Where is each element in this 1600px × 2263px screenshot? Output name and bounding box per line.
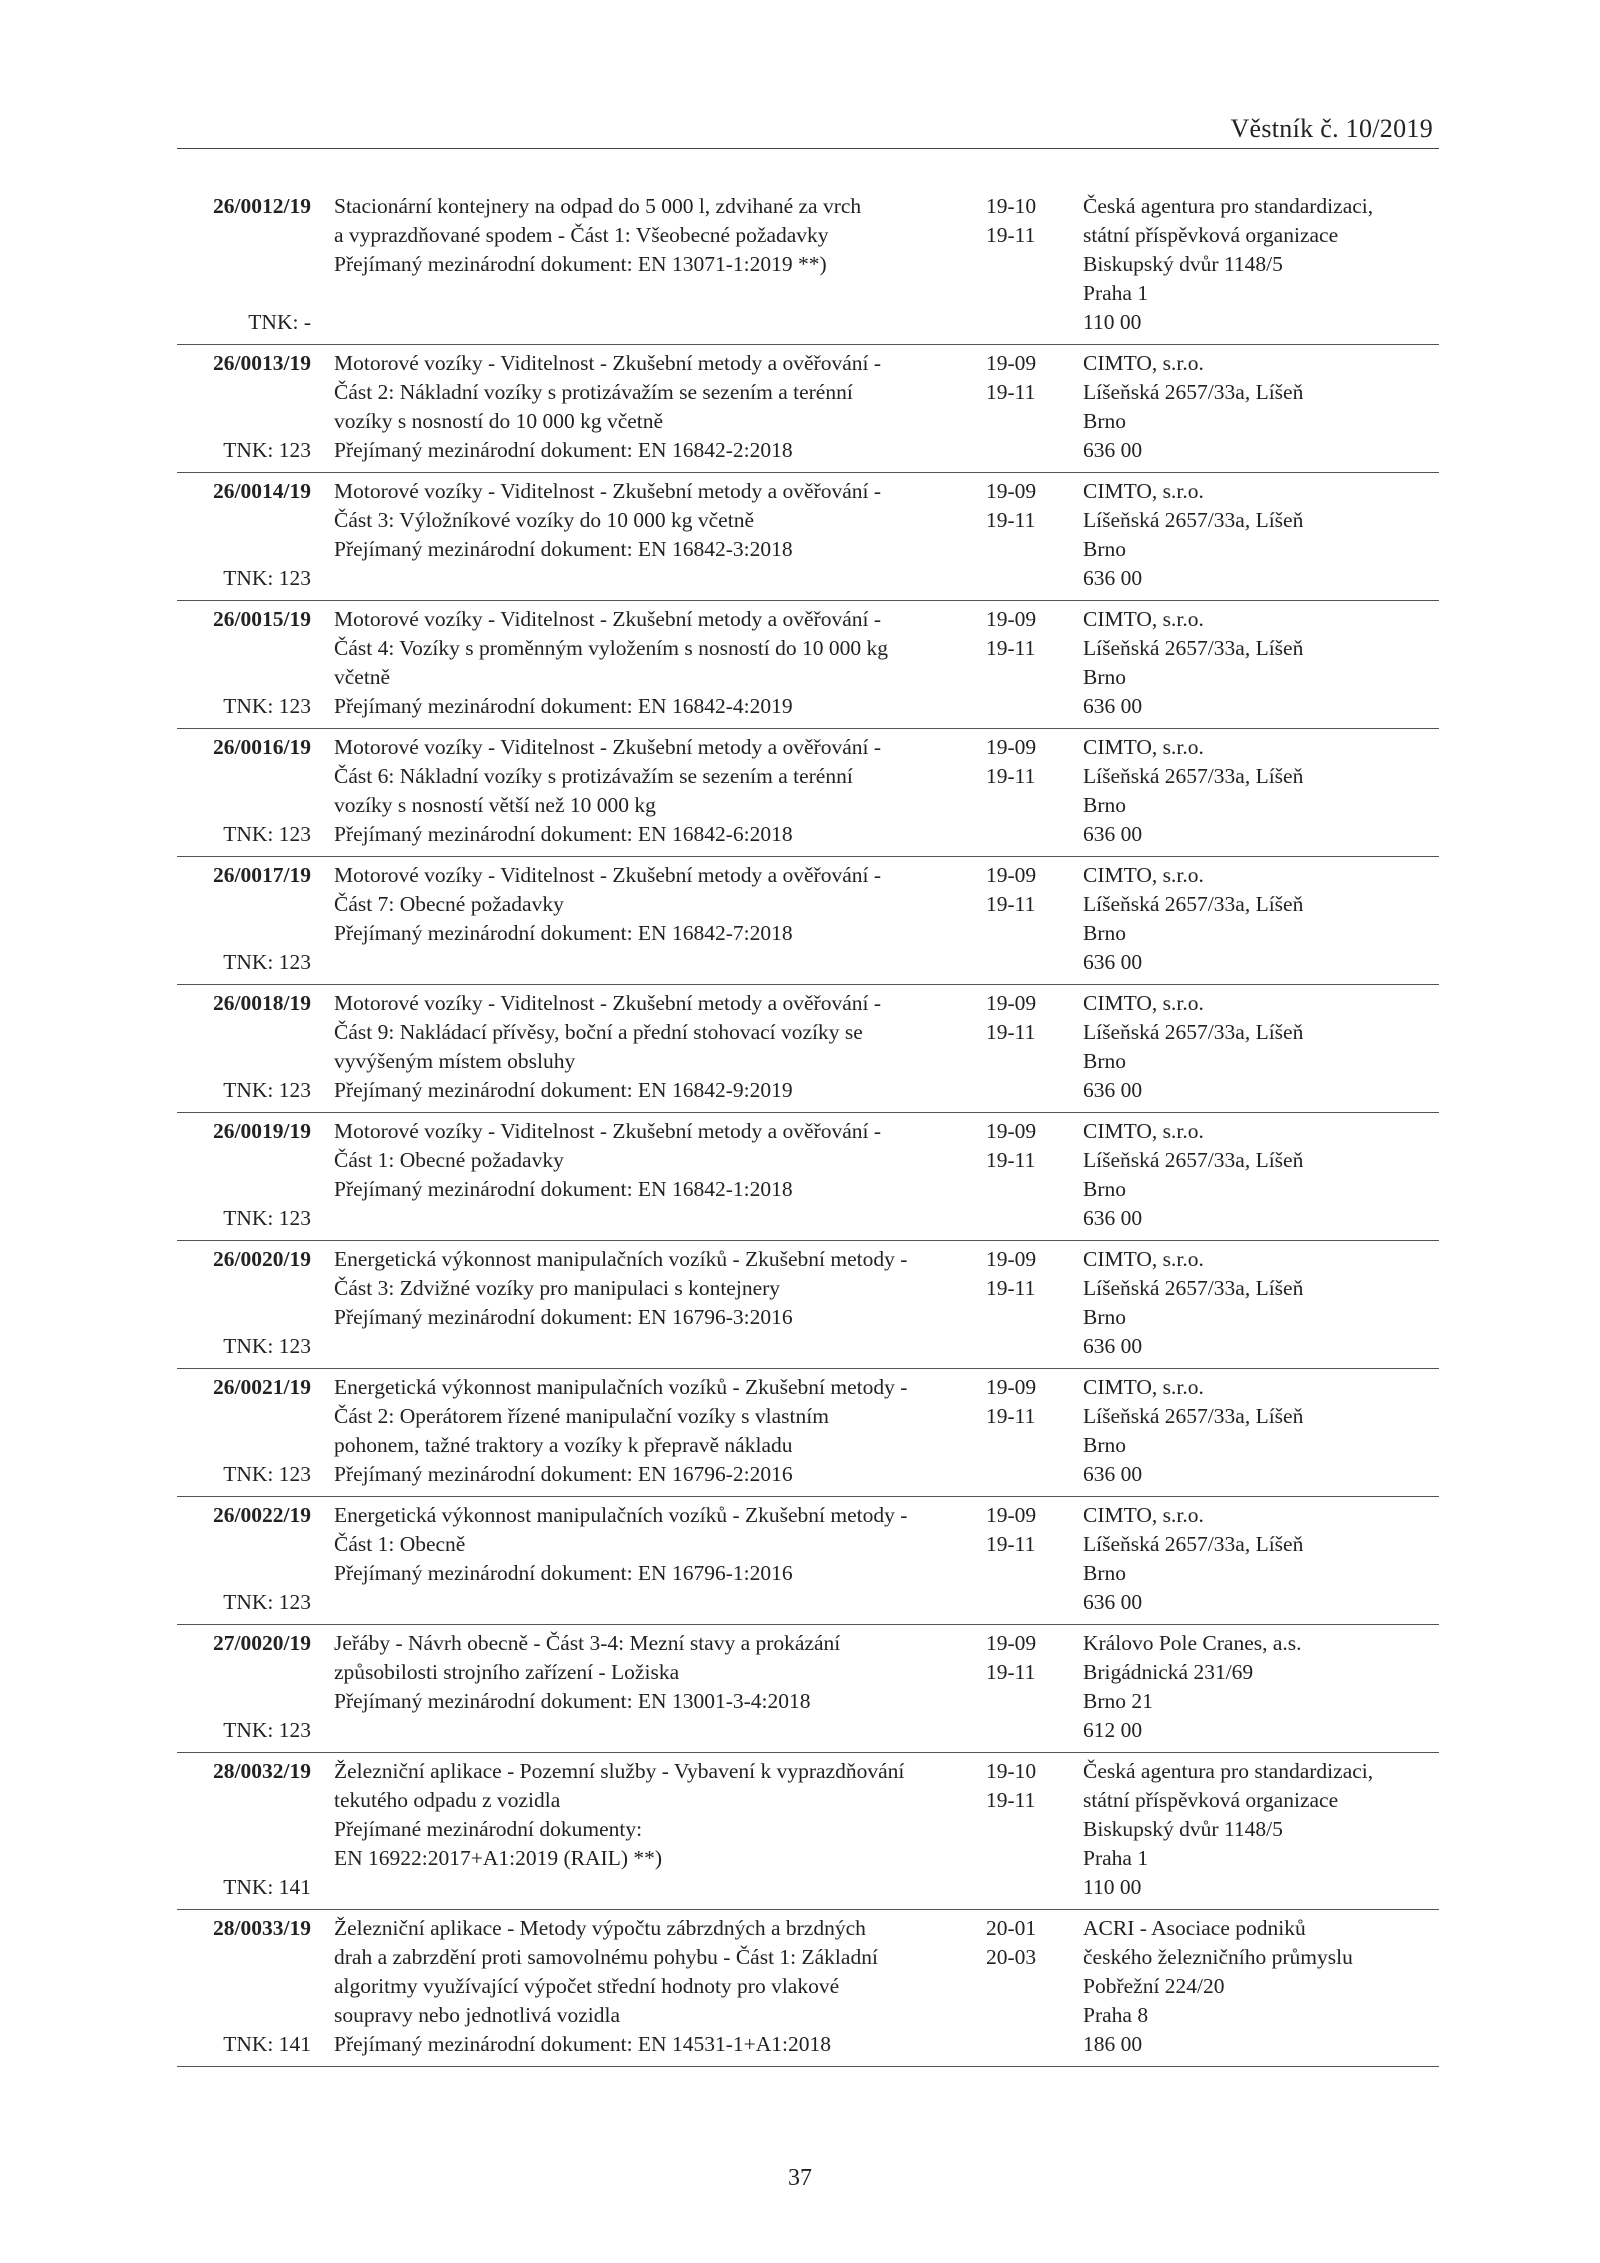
address-line: Líšeňská 2657/33a, Líšeň — [1083, 1148, 1304, 1172]
standard-code: 28/0032/19 — [213, 1759, 311, 1783]
entry-code-column — [177, 1373, 311, 1489]
entry-dates — [972, 1117, 1083, 1233]
tnk-label: TNK: 123 — [223, 1718, 311, 1742]
description-line: vozíky s nosností do 10 000 kg včetně — [334, 409, 664, 433]
description-line: vyvýšeným místem obsluhy — [334, 1049, 576, 1073]
standard-code: 26/0014/19 — [213, 479, 311, 503]
address-line: Líšeňská 2657/33a, Líšeň — [1083, 1404, 1304, 1428]
description-line: Motorové vozíky - Viditelnost - Zkušební metody a ověřování - — [334, 607, 882, 631]
address-line: 186 00 — [1083, 2032, 1143, 2056]
tnk-label: TNK: 123 — [223, 1078, 311, 1102]
description-line: EN 16922:2017+A1:2019 (RAIL) **) — [334, 1846, 663, 1870]
standard-description — [311, 1501, 972, 1617]
tnk-label: TNK: 123 — [223, 438, 311, 462]
address-line: CIMTO, s.r.o. — [1083, 607, 1204, 631]
description-line: Přejímaný mezinárodní dokument: EN 16796-1:2016 — [334, 1561, 793, 1585]
description-line: drah a zabrzdění proti samovolnému pohybu - Část 1: Základní — [334, 1945, 878, 1969]
entry-code-column — [177, 861, 311, 977]
address-line: 636 00 — [1083, 694, 1143, 718]
description-line: Motorové vozíky - Viditelnost - Zkušební metody a ověřování - — [334, 351, 882, 375]
entry-code-column — [177, 733, 311, 849]
standard-description — [311, 1757, 972, 1902]
tnk-label: TNK: 123 — [223, 950, 311, 974]
address-line: Praha 8 — [1083, 2003, 1149, 2027]
address-line: Brno — [1083, 1433, 1126, 1457]
description-line: Část 6: Nákladní vozíky s protizávažím se sezením a terénní — [334, 764, 853, 788]
description-line: soupravy nebo jednotlivá vozidla — [334, 2003, 620, 2027]
description-line: Část 2: Operátorem řízené manipulační vozíky s vlastním — [334, 1404, 829, 1428]
tnk-label: TNK: 141 — [223, 2032, 311, 2056]
address-line: CIMTO, s.r.o. — [1083, 479, 1204, 503]
description-line: Přejímaný mezinárodní dokument: EN 16842-3:2018 — [334, 537, 793, 561]
date-value: 19-09 — [986, 1119, 1037, 1143]
standard-description — [311, 1245, 972, 1361]
description-line: Motorové vozíky - Viditelnost - Zkušební metody a ověřování - — [334, 863, 882, 887]
description-line: Část 7: Obecné požadavky — [334, 892, 564, 916]
standard-description — [311, 1117, 972, 1233]
description-line: včetně — [334, 665, 391, 689]
date-value: 19-11 — [986, 223, 1036, 247]
entry-dates — [972, 1373, 1083, 1489]
address-line: státní příspěvková organizace — [1083, 1788, 1339, 1812]
description-line: Přejímaný mezinárodní dokument: EN 16842-4:2019 — [334, 694, 793, 718]
standard-description — [311, 192, 972, 337]
entry-dates — [972, 349, 1083, 465]
standard-entry — [177, 857, 1439, 985]
date-value: 19-11 — [986, 892, 1036, 916]
date-value: 19-09 — [986, 863, 1037, 887]
standard-entry — [177, 1369, 1439, 1497]
date-value: 19-09 — [986, 1503, 1037, 1527]
date-value: 19-09 — [986, 479, 1037, 503]
standards-list — [177, 188, 1439, 2067]
address-line: Líšeňská 2657/33a, Líšeň — [1083, 380, 1304, 404]
address-line: CIMTO, s.r.o. — [1083, 1247, 1204, 1271]
entry-dates — [972, 861, 1083, 977]
date-value: 19-09 — [986, 1631, 1037, 1655]
description-line: Přejímaný mezinárodní dokument: EN 16796-2:2016 — [334, 1462, 793, 1486]
description-line: Motorové vozíky - Viditelnost - Zkušební metody a ověřování - — [334, 1119, 882, 1143]
standard-code: 27/0020/19 — [213, 1631, 311, 1655]
description-line: Část 9: Nakládací přívěsy, boční a přední stohovací vozíky se — [334, 1020, 863, 1044]
address-line: 636 00 — [1083, 822, 1143, 846]
address-line: českého železničního průmyslu — [1083, 1945, 1353, 1969]
description-line: Motorové vozíky - Viditelnost - Zkušební metody a ověřování - — [334, 735, 882, 759]
entry-code-column — [177, 1757, 311, 1902]
date-value: 20-01 — [986, 1916, 1037, 1940]
entry-code-column — [177, 1501, 311, 1617]
processor-address — [1083, 1914, 1439, 2059]
entry-code-column — [177, 605, 311, 721]
address-line: Brno — [1083, 921, 1126, 945]
entry-code-column — [177, 1245, 311, 1361]
address-line: Brno — [1083, 537, 1126, 561]
date-value: 19-11 — [986, 1276, 1036, 1300]
address-line: Brno — [1083, 1177, 1126, 1201]
entry-dates — [972, 605, 1083, 721]
address-line: Brno — [1083, 1305, 1126, 1329]
address-line: 636 00 — [1083, 1206, 1143, 1230]
standard-entry — [177, 1625, 1439, 1753]
description-line: Přejímaný mezinárodní dokument: EN 13001-3-4:2018 — [334, 1689, 811, 1713]
address-line: Líšeňská 2657/33a, Líšeň — [1083, 636, 1304, 660]
address-line: 636 00 — [1083, 950, 1143, 974]
description-line: Stacionární kontejnery na odpad do 5 000 l, zdvihané za vrch — [334, 194, 862, 218]
standard-description — [311, 1629, 972, 1745]
standard-description — [311, 989, 972, 1105]
standard-entry — [177, 1910, 1439, 2067]
date-value: 19-09 — [986, 991, 1037, 1015]
address-line: 612 00 — [1083, 1718, 1143, 1742]
address-line: Brigádnická 231/69 — [1083, 1660, 1254, 1684]
standard-code: 28/0033/19 — [213, 1916, 311, 1940]
address-line: Líšeňská 2657/33a, Líšeň — [1083, 1020, 1304, 1044]
processor-address — [1083, 989, 1439, 1105]
processor-address — [1083, 1501, 1439, 1617]
standard-entry — [177, 188, 1439, 345]
description-line: Jeřáby - Návrh obecně - Část 3-4: Mezní stavy a prokázání — [334, 1631, 841, 1655]
standard-description — [311, 861, 972, 977]
standard-code: 26/0020/19 — [213, 1247, 311, 1271]
address-line: CIMTO, s.r.o. — [1083, 1375, 1204, 1399]
description-line: způsobilosti strojního zařízení - Ložiska — [334, 1660, 680, 1684]
date-value: 20-03 — [986, 1945, 1037, 1969]
standard-code: 26/0012/19 — [213, 194, 311, 218]
date-value: 19-11 — [986, 1532, 1036, 1556]
address-line: 110 00 — [1083, 1875, 1142, 1899]
entry-dates — [972, 477, 1083, 593]
standard-code: 26/0016/19 — [213, 735, 311, 759]
address-line: 636 00 — [1083, 1462, 1143, 1486]
description-line: Přejímaný mezinárodní dokument: EN 13071-1:2019 **) — [334, 252, 827, 276]
standard-code: 26/0015/19 — [213, 607, 311, 631]
page-header — [177, 108, 1439, 149]
date-value: 19-09 — [986, 735, 1037, 759]
processor-address — [1083, 861, 1439, 977]
address-line: Líšeňská 2657/33a, Líšeň — [1083, 1532, 1304, 1556]
tnk-label: TNK: 123 — [223, 1334, 311, 1358]
date-value: 19-11 — [986, 1404, 1036, 1428]
address-line: Líšeňská 2657/33a, Líšeň — [1083, 1276, 1304, 1300]
address-line: 636 00 — [1083, 566, 1143, 590]
entry-dates — [972, 1501, 1083, 1617]
address-line: 636 00 — [1083, 1078, 1143, 1102]
description-line: Přejímaný mezinárodní dokument: EN 16842-9:2019 — [334, 1078, 793, 1102]
processor-address — [1083, 477, 1439, 593]
description-line: Přejímaný mezinárodní dokument: EN 16842-2:2018 — [334, 438, 793, 462]
standard-entry — [177, 1753, 1439, 1910]
standard-description — [311, 349, 972, 465]
description-line: Motorové vozíky - Viditelnost - Zkušební metody a ověřování - — [334, 991, 882, 1015]
description-line: Motorové vozíky - Viditelnost - Zkušební metody a ověřování - — [334, 479, 882, 503]
tnk-label: TNK: - — [248, 310, 311, 334]
standard-entry — [177, 473, 1439, 601]
processor-address — [1083, 192, 1439, 337]
description-line: Energetická výkonnost manipulačních vozíků - Zkušební metody - — [334, 1375, 908, 1399]
address-line: CIMTO, s.r.o. — [1083, 1503, 1204, 1527]
entry-dates — [972, 1629, 1083, 1745]
standard-entry — [177, 1241, 1439, 1369]
description-line: Přejímané mezinárodní dokumenty: — [334, 1817, 643, 1841]
standard-description — [311, 477, 972, 593]
date-value: 19-11 — [986, 1020, 1036, 1044]
processor-address — [1083, 1629, 1439, 1745]
address-line: CIMTO, s.r.o. — [1083, 991, 1204, 1015]
address-line: Praha 1 — [1083, 281, 1149, 305]
description-line: Část 3: Výložníkové vozíky do 10 000 kg včetně — [334, 508, 754, 532]
entry-dates — [972, 989, 1083, 1105]
date-value: 19-10 — [986, 194, 1037, 218]
description-line: Část 3: Zdvižné vozíky pro manipulaci s kontejnery — [334, 1276, 781, 1300]
address-line: Brno — [1083, 665, 1126, 689]
standard-code: 26/0022/19 — [213, 1503, 311, 1527]
processor-address — [1083, 1373, 1439, 1489]
standard-code: 26/0018/19 — [213, 991, 311, 1015]
standard-entry — [177, 729, 1439, 857]
page-number: 37 — [788, 2165, 812, 2191]
date-value: 19-11 — [986, 636, 1036, 660]
entry-code-column — [177, 349, 311, 465]
standard-entry — [177, 601, 1439, 729]
address-line: 636 00 — [1083, 1590, 1143, 1614]
standard-code: 26/0019/19 — [213, 1119, 311, 1143]
description-line: algoritmy využívající výpočet střední hodnoty pro vlakové — [334, 1974, 840, 1998]
date-value: 19-11 — [986, 508, 1036, 532]
address-line: státní příspěvková organizace — [1083, 223, 1339, 247]
date-value: 19-11 — [986, 1788, 1036, 1812]
processor-address — [1083, 1117, 1439, 1233]
entry-code-column — [177, 477, 311, 593]
address-line: Praha 1 — [1083, 1846, 1149, 1870]
description-line: Část 1: Obecné požadavky — [334, 1148, 564, 1172]
address-line: Brno — [1083, 1049, 1126, 1073]
description-line: Přejímaný mezinárodní dokument: EN 16796-3:2016 — [334, 1305, 793, 1329]
description-line: vozíky s nosností větší než 10 000 kg — [334, 793, 656, 817]
date-value: 19-09 — [986, 351, 1037, 375]
entry-code-column — [177, 1914, 311, 2059]
processor-address — [1083, 1757, 1439, 1902]
standard-description — [311, 605, 972, 721]
description-line: a vyprazdňované spodem - Část 1: Všeobecné požadavky — [334, 223, 829, 247]
address-line: Líšeňská 2657/33a, Líšeň — [1083, 508, 1304, 532]
address-line: Česká agentura pro standardizaci, — [1083, 1759, 1374, 1783]
description-line: Přejímaný mezinárodní dokument: EN 16842-7:2018 — [334, 921, 793, 945]
description-line: Část 4: Vozíky s proměnným vyložením s nosností do 10 000 kg — [334, 636, 889, 660]
description-line: Přejímaný mezinárodní dokument: EN 14531-1+A1:2018 — [334, 2032, 831, 2056]
tnk-label: TNK: 123 — [223, 1590, 311, 1614]
standard-description — [311, 1373, 972, 1489]
processor-address — [1083, 733, 1439, 849]
date-value: 19-10 — [986, 1759, 1037, 1783]
address-line: Biskupský dvůr 1148/5 — [1083, 1817, 1283, 1841]
tnk-label: TNK: 123 — [223, 1462, 311, 1486]
journal-title: Věstník č. 10/2019 — [1230, 114, 1433, 143]
address-line: Brno — [1083, 1561, 1126, 1585]
address-line: CIMTO, s.r.o. — [1083, 735, 1204, 759]
standard-code: 26/0021/19 — [213, 1375, 311, 1399]
address-line: Česká agentura pro standardizaci, — [1083, 194, 1374, 218]
tnk-label: TNK: 123 — [223, 1206, 311, 1230]
description-line: pohonem, tažné traktory a vozíky k přepravě nákladu — [334, 1433, 793, 1457]
date-value: 19-09 — [986, 1375, 1037, 1399]
description-line: Přejímaný mezinárodní dokument: EN 16842-6:2018 — [334, 822, 793, 846]
description-line: tekutého odpadu z vozidla — [334, 1788, 561, 1812]
standard-description — [311, 733, 972, 849]
entry-dates — [972, 1757, 1083, 1902]
date-value: 19-11 — [986, 1660, 1036, 1684]
standard-code: 26/0013/19 — [213, 351, 311, 375]
processor-address — [1083, 349, 1439, 465]
entry-dates — [972, 733, 1083, 849]
address-line: Brno — [1083, 793, 1126, 817]
description-line: Energetická výkonnost manipulačních vozíků - Zkušební metody - — [334, 1247, 908, 1271]
address-line: Brno 21 — [1083, 1689, 1153, 1713]
address-line: 110 00 — [1083, 310, 1142, 334]
tnk-label: TNK: 123 — [223, 822, 311, 846]
description-line: Část 2: Nákladní vozíky s protizávažím se sezením a terénní — [334, 380, 853, 404]
address-line: Brno — [1083, 409, 1126, 433]
standard-entry — [177, 1113, 1439, 1241]
processor-address — [1083, 605, 1439, 721]
standard-description — [311, 1914, 972, 2059]
standard-code: 26/0017/19 — [213, 863, 311, 887]
address-line: CIMTO, s.r.o. — [1083, 1119, 1204, 1143]
standard-entry — [177, 985, 1439, 1113]
address-line: Líšeňská 2657/33a, Líšeň — [1083, 892, 1304, 916]
description-line: Přejímaný mezinárodní dokument: EN 16842-1:2018 — [334, 1177, 793, 1201]
description-line: Železniční aplikace - Metody výpočtu zábrzdných a brzdných — [334, 1916, 866, 1940]
address-line: CIMTO, s.r.o. — [1083, 351, 1204, 375]
tnk-label: TNK: 123 — [223, 566, 311, 590]
description-line: Energetická výkonnost manipulačních vozíků - Zkušební metody - — [334, 1503, 908, 1527]
entry-dates — [972, 1914, 1083, 2059]
address-line: Pobřežní 224/20 — [1083, 1974, 1225, 1998]
date-value: 19-11 — [986, 1148, 1036, 1172]
entry-dates — [972, 192, 1083, 337]
standard-entry — [177, 345, 1439, 473]
description-line: Železniční aplikace - Pozemní služby - Vybavení k vyprazdňování — [334, 1759, 905, 1783]
processor-address — [1083, 1245, 1439, 1361]
standard-entry — [177, 1497, 1439, 1625]
address-line: Královo Pole Cranes, a.s. — [1083, 1631, 1302, 1655]
entry-code-column — [177, 989, 311, 1105]
address-line: 636 00 — [1083, 1334, 1143, 1358]
address-line: Líšeňská 2657/33a, Líšeň — [1083, 764, 1304, 788]
date-value: 19-09 — [986, 1247, 1037, 1271]
description-line: Část 1: Obecně — [334, 1532, 466, 1556]
tnk-label: TNK: 141 — [223, 1875, 311, 1899]
address-line: ACRI - Asociace podniků — [1083, 1916, 1306, 1940]
entry-code-column — [177, 1629, 311, 1745]
date-value: 19-11 — [986, 764, 1036, 788]
address-line: 636 00 — [1083, 438, 1143, 462]
entry-code-column — [177, 192, 311, 337]
address-line: Biskupský dvůr 1148/5 — [1083, 252, 1283, 276]
tnk-label: TNK: 123 — [223, 694, 311, 718]
date-value: 19-11 — [986, 380, 1036, 404]
address-line: CIMTO, s.r.o. — [1083, 863, 1204, 887]
date-value: 19-09 — [986, 607, 1037, 631]
entry-dates — [972, 1245, 1083, 1361]
entry-code-column — [177, 1117, 311, 1233]
